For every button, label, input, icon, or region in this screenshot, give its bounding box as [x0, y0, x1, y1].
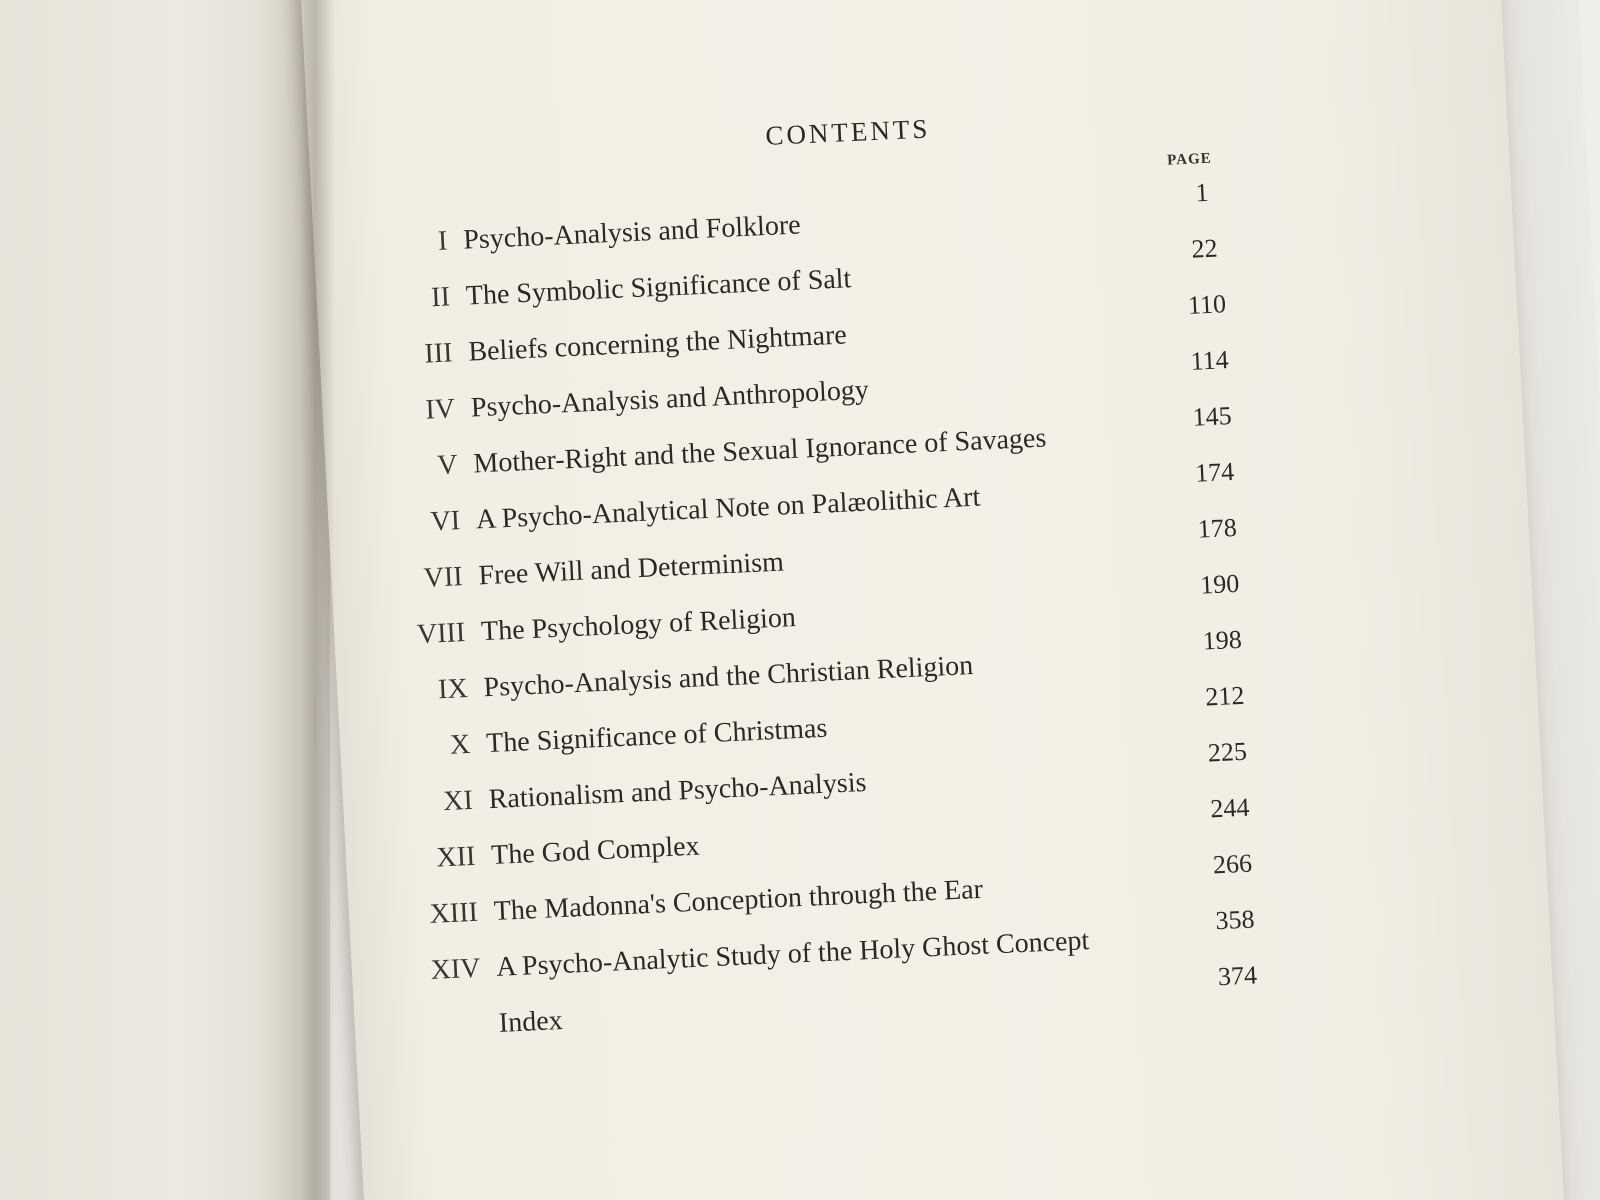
- chapter-title: Psycho-Analysis and the Christian Religion: [482, 650, 974, 704]
- chapter-number: IX: [437, 672, 469, 706]
- chapter-page: 145: [1191, 401, 1233, 432]
- contents-list: [352, 177, 1389, 1068]
- page-column-label: PAGE: [1166, 150, 1213, 169]
- chapter-number: II: [430, 281, 451, 314]
- chapter-page: 22: [1190, 233, 1219, 264]
- chapter-title: The Psychology of Religion: [480, 602, 797, 648]
- chapter-title: The Significance of Christmas: [485, 712, 828, 760]
- chapter-number: XI: [442, 784, 474, 818]
- chapter-number: I: [437, 225, 449, 257]
- chapter-page: 1: [1194, 177, 1210, 208]
- chapter-title: Rationalism and Psycho-Analysis: [488, 766, 868, 816]
- chapter-number: VII: [423, 561, 464, 594]
- chapter-number: VI: [429, 505, 461, 538]
- index-page: 374: [1217, 960, 1258, 992]
- index-title: Index: [498, 1005, 564, 1039]
- table-of-contents: [346, 67, 1390, 1111]
- chapter-title: Psycho-Analysis and Folklore: [462, 209, 802, 256]
- chapter-number: XII: [435, 840, 477, 874]
- chapter-page: 174: [1194, 456, 1235, 488]
- chapter-page: 244: [1209, 792, 1251, 824]
- book-gutter: [255, 0, 335, 1200]
- chapter-number: [388, 1032, 499, 1037]
- chapter-number: III: [423, 337, 454, 370]
- chapter-number: IV: [424, 393, 456, 426]
- chapter-page: 178: [1197, 512, 1238, 544]
- chapter-title: A Psycho-Analytic Study of the Holy Ghost Concept: [495, 925, 1090, 983]
- chapter-page: 358: [1214, 904, 1256, 936]
- chapter-title: The Madonna's Conception through the Ear: [493, 873, 984, 927]
- chapter-number: XIII: [428, 896, 479, 930]
- chapter-page: 225: [1207, 736, 1248, 768]
- chapter-page: 212: [1204, 680, 1245, 712]
- chapter-title: A Psycho-Analytical Note on Palæolithic Art: [475, 481, 981, 536]
- chapter-number: V: [436, 449, 459, 482]
- chapter-page: 198: [1202, 624, 1243, 656]
- contents-heading: CONTENTS: [764, 113, 931, 151]
- chapter-page: 266: [1212, 848, 1253, 880]
- chapter-title: Beliefs concerning the Nightmare: [467, 319, 848, 368]
- chapter-number: XIV: [429, 952, 482, 986]
- chapter-page: 114: [1189, 345, 1230, 376]
- chapter-title: The Symbolic Significance of Salt: [465, 263, 852, 312]
- chapter-number: X: [449, 728, 471, 761]
- chapter-title: Mother-Right and the Sexual Ignorance of Savages: [472, 422, 1047, 480]
- chapter-title: Free Will and Determinism: [477, 546, 785, 592]
- chapter-number: VIII: [416, 617, 466, 651]
- chapter-title: The God Complex: [490, 830, 701, 872]
- chapter-title: Psycho-Analysis and Anthropology: [470, 374, 870, 424]
- chapter-page: 190: [1199, 568, 1240, 600]
- chapter-page: 110: [1187, 289, 1227, 320]
